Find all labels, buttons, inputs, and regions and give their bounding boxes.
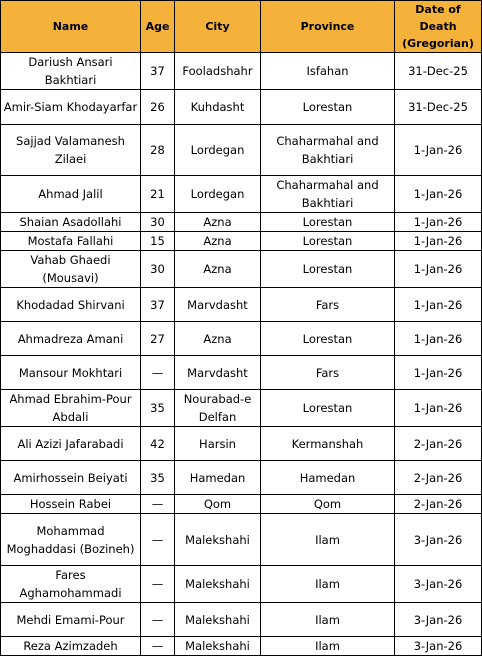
cell-date: 3-Jan-26 — [395, 566, 482, 603]
cell-name: Vahab Ghaedi (Mousavi) — [1, 251, 141, 288]
cell-province: Lorestan — [261, 390, 395, 427]
table-row — [1, 603, 482, 637]
cell-name: Ahmad Ebrahim-Pour Abdali — [1, 390, 141, 427]
cell-age: — — [141, 356, 175, 390]
cell-date: 1-Jan-26 — [395, 125, 482, 176]
cell-age: 35 — [141, 390, 175, 427]
cell-name: Mansour Mokhtari — [1, 356, 141, 390]
cell-province: Lorestan — [261, 232, 395, 251]
table-row — [1, 322, 482, 356]
cell-age: 15 — [141, 232, 175, 251]
cell-name: Amir-Siam Khodayarfar — [1, 90, 141, 125]
cell-province: Ilam — [261, 514, 395, 566]
cell-city: Lordegan — [175, 125, 261, 176]
cell-province: Lorestan — [261, 90, 395, 125]
cell-date: 1-Jan-26 — [395, 213, 482, 232]
cell-province: Hamedan — [261, 461, 395, 495]
cell-city: Malekshahi — [175, 514, 261, 566]
cell-city: Malekshahi — [175, 566, 261, 603]
cell-date: 2-Jan-26 — [395, 461, 482, 495]
table-row — [1, 288, 482, 322]
cell-age: 30 — [141, 213, 175, 232]
table-row — [1, 125, 482, 176]
cell-name: Mostafa Fallahi — [1, 232, 141, 251]
cell-name: Khodadad Shirvani — [1, 288, 141, 322]
cell-province: Chaharmahal and Bakhtiari — [261, 176, 395, 213]
cell-date: 2-Jan-26 — [395, 495, 482, 514]
table-row — [1, 213, 482, 232]
table-row — [1, 90, 482, 125]
cell-name: Ahmadreza Amani — [1, 322, 141, 356]
table-row — [1, 232, 482, 251]
cell-date: 1-Jan-26 — [395, 288, 482, 322]
header-age: Age — [141, 1, 175, 53]
cell-province: Lorestan — [261, 251, 395, 288]
cell-date: 1-Jan-26 — [395, 390, 482, 427]
cell-city: Marvdasht — [175, 288, 261, 322]
table-row — [1, 566, 482, 603]
table-row — [1, 495, 482, 514]
cell-name: Ali Azizi Jafarabadi — [1, 427, 141, 461]
cell-province: Fars — [261, 356, 395, 390]
cell-age: 35 — [141, 461, 175, 495]
header-province: Province — [261, 1, 395, 53]
cell-province: Lorestan — [261, 322, 395, 356]
cell-age: 37 — [141, 288, 175, 322]
cell-age: 21 — [141, 176, 175, 213]
cell-province: Chaharmahal and Bakhtiari — [261, 125, 395, 176]
cell-age: 26 — [141, 90, 175, 125]
cell-date: 31-Dec-25 — [395, 90, 482, 125]
table-row — [1, 356, 482, 390]
cell-city: Azna — [175, 251, 261, 288]
cell-age: 28 — [141, 125, 175, 176]
cell-name: Shaian Asadollahi — [1, 213, 141, 232]
header-city: City — [175, 1, 261, 53]
table-row — [1, 251, 482, 288]
cell-city: Hamedan — [175, 461, 261, 495]
table-row — [1, 390, 482, 427]
cell-name: Hossein Rabei — [1, 495, 141, 514]
cell-province: Kermanshah — [261, 427, 395, 461]
cell-date: 1-Jan-26 — [395, 356, 482, 390]
cell-province: Fars — [261, 288, 395, 322]
table-row — [1, 637, 482, 656]
cell-city: Azna — [175, 213, 261, 232]
cell-age: — — [141, 566, 175, 603]
table-row — [1, 461, 482, 495]
cell-name: Mehdi Emami-Pour — [1, 603, 141, 637]
cell-city: Malekshahi — [175, 603, 261, 637]
cell-city: Nourabad-e Delfan — [175, 390, 261, 427]
cell-city: Marvdasht — [175, 356, 261, 390]
cell-name: Ahmad Jalil — [1, 176, 141, 213]
cell-name: Reza Azimzadeh — [1, 637, 141, 656]
cell-date: 3-Jan-26 — [395, 637, 482, 656]
cell-age: 30 — [141, 251, 175, 288]
header-date: Date of Death (Gregorian) — [395, 1, 482, 53]
cell-date: 1-Jan-26 — [395, 176, 482, 213]
cell-date: 3-Jan-26 — [395, 603, 482, 637]
cell-province: Ilam — [261, 566, 395, 603]
cell-city: Azna — [175, 322, 261, 356]
cell-province: Lorestan — [261, 213, 395, 232]
cell-date: 3-Jan-26 — [395, 514, 482, 566]
table-row — [1, 53, 482, 90]
cell-city: Qom — [175, 495, 261, 514]
cell-age: — — [141, 603, 175, 637]
cell-name: Dariush Ansari Bakhtiari — [1, 53, 141, 90]
cell-name: Amirhossein Beiyati — [1, 461, 141, 495]
cell-province: Ilam — [261, 637, 395, 656]
cell-age: 37 — [141, 53, 175, 90]
cell-date: 2-Jan-26 — [395, 427, 482, 461]
cell-city: Harsin — [175, 427, 261, 461]
table-row — [1, 176, 482, 213]
cell-date: 1-Jan-26 — [395, 322, 482, 356]
cell-age: — — [141, 637, 175, 656]
cell-date: 1-Jan-26 — [395, 232, 482, 251]
cell-city: Fooladshahr — [175, 53, 261, 90]
cell-province: Ilam — [261, 603, 395, 637]
cell-city: Malekshahi — [175, 637, 261, 656]
cell-city: Kuhdasht — [175, 90, 261, 125]
cell-province: Qom — [261, 495, 395, 514]
table-row — [1, 427, 482, 461]
cell-date: 31-Dec-25 — [395, 53, 482, 90]
cell-age: — — [141, 495, 175, 514]
cell-age: 27 — [141, 322, 175, 356]
table-row — [1, 514, 482, 566]
cell-age: — — [141, 514, 175, 566]
cell-province: Isfahan — [261, 53, 395, 90]
header-name: Name — [1, 1, 141, 53]
cell-city: Lordegan — [175, 176, 261, 213]
cell-name: Sajjad Valamanesh Zilaei — [1, 125, 141, 176]
cell-name: Fares Aghamohammadi — [1, 566, 141, 603]
cell-name: Mohammad Moghaddasi (Bozineh) — [1, 514, 141, 566]
cell-age: 42 — [141, 427, 175, 461]
cell-date: 1-Jan-26 — [395, 251, 482, 288]
header-row — [1, 1, 482, 53]
cell-city: Azna — [175, 232, 261, 251]
